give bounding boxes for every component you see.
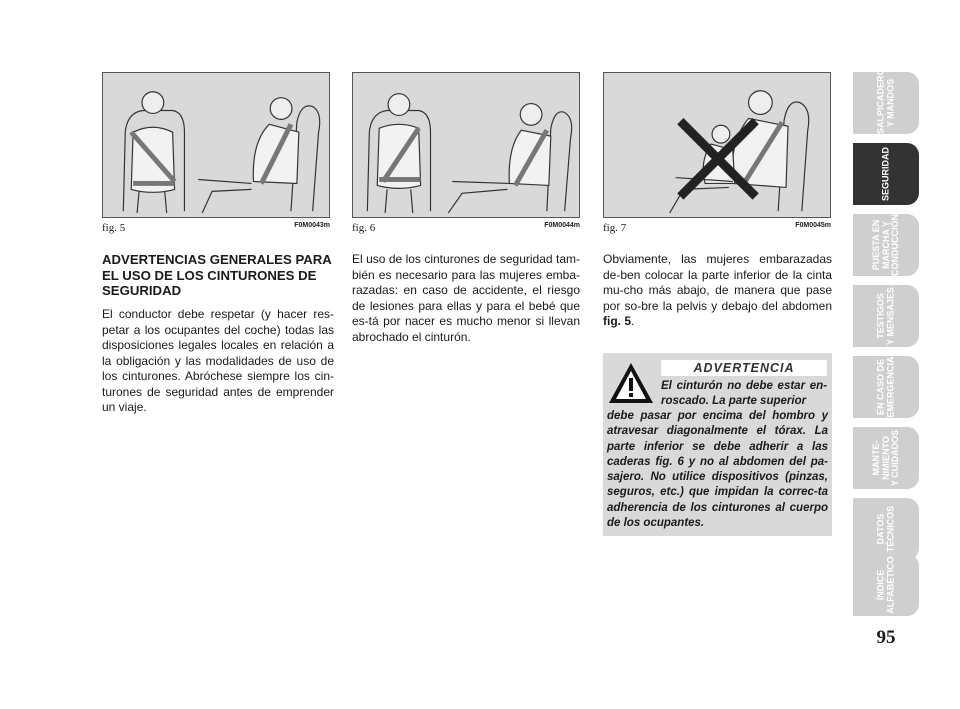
tab-label: SEGURIDAD	[880, 147, 891, 202]
lap-belt-paragraph	[603, 252, 832, 330]
tab-indice-alfabetico[interactable]	[853, 554, 919, 616]
tab-label: ÍNDICE ALFABÉTICO	[875, 556, 895, 614]
warning-box	[603, 353, 832, 536]
figure-6-caption	[352, 222, 580, 234]
warning-title: ADVERTENCIA	[661, 360, 827, 376]
pregnant-women-paragraph: El uso de los cinturones de seguridad tam-bién es necesario para las mujeres emba-razadas: en caso de accidente, el riesgo de lesiones para ellas y para el bebé que es-tá por nacer es mucho menor si llevan abrochado el cinturón.	[352, 252, 580, 344]
figure-label: fig. 5	[102, 222, 126, 234]
tab-label: SALPICADERO Y MANDOS	[875, 68, 895, 134]
tab-label: TESTIGOS Y MENSAJES	[875, 287, 895, 345]
tab-seguridad[interactable]	[853, 143, 919, 205]
warning-triangle-icon	[607, 361, 655, 405]
page-number: 95	[876, 627, 896, 648]
tab-mantenimiento[interactable]	[853, 427, 919, 489]
figure-label: fig. 7	[603, 222, 627, 234]
seatbelt-illustration-fig6	[353, 73, 579, 217]
figure-code: F0M0043m	[294, 222, 330, 229]
tab-salpicadero-y-mandos[interactable]	[853, 68, 919, 134]
general-warnings-paragraph: El conductor debe respetar (y hacer res-petar a los ocupantes del coche) todas las disposiciones legales locales en relación a la obligación y las modalidades de uso de los cinturones. Abróchese siempre los cin-turones de seguridad antes de emprender un viaje.	[102, 307, 334, 414]
seatbelt-illustration-fig7	[604, 73, 830, 217]
figure-7-illustration	[603, 72, 831, 218]
figure-code: F0M0045m	[795, 222, 831, 229]
sentence-end: .	[631, 314, 635, 328]
tab-label: DATOS TÉCNICOS	[875, 505, 895, 553]
tab-en-caso-de-emergencia[interactable]	[853, 356, 919, 418]
tab-label: EN CASO DE EMERGENCIA	[875, 356, 895, 418]
tab-puesta-en-marcha[interactable]	[853, 214, 919, 276]
figure-label: fig. 6	[352, 222, 376, 234]
figure-6-illustration	[352, 72, 580, 218]
figure-7-caption	[603, 222, 831, 234]
tab-label: PUESTA EN MARCHA Y CONDUCCIÓN	[870, 214, 900, 276]
figure-reference: fig. 5	[603, 314, 632, 328]
figure-code: F0M0044m	[544, 222, 580, 229]
figure-5-illustration	[102, 72, 330, 218]
figure-5-caption	[102, 222, 330, 234]
section-heading: ADVERTENCIAS GENERALES PARA EL USO DE LOS CINTURONES DE SEGURIDAD	[102, 252, 332, 298]
warning-body-text: debe pasar por encima del hombro y atravesar diagonalmente el tórax. La parte inferior se debe adherir a las caderas fig. 6 y no al abdomen del pa-sajero. No utilice dispositivos (pinzas, seguros, etc.) que impidan la correc-ta adherencia de los cinturones al cuerpo de los ocupantes.	[607, 410, 828, 530]
tab-label: MANTE- NIMIENTO Y CUIDADOS	[870, 429, 900, 487]
tab-testigos-y-mensajes[interactable]	[853, 285, 919, 347]
lap-belt-text: Obviamente, las mujeres embarazadas de-ben colocar la parte inferior de la cinta mu-cho más abajo, de manera que pase por so-bre la pelvis y debajo del abdomen	[603, 252, 832, 313]
seatbelt-illustration-fig5	[103, 73, 329, 217]
warning-intro-text: El cinturón no debe estar en-roscado. La parte superior	[661, 380, 827, 408]
tab-datos-tecnicos[interactable]	[853, 498, 919, 560]
